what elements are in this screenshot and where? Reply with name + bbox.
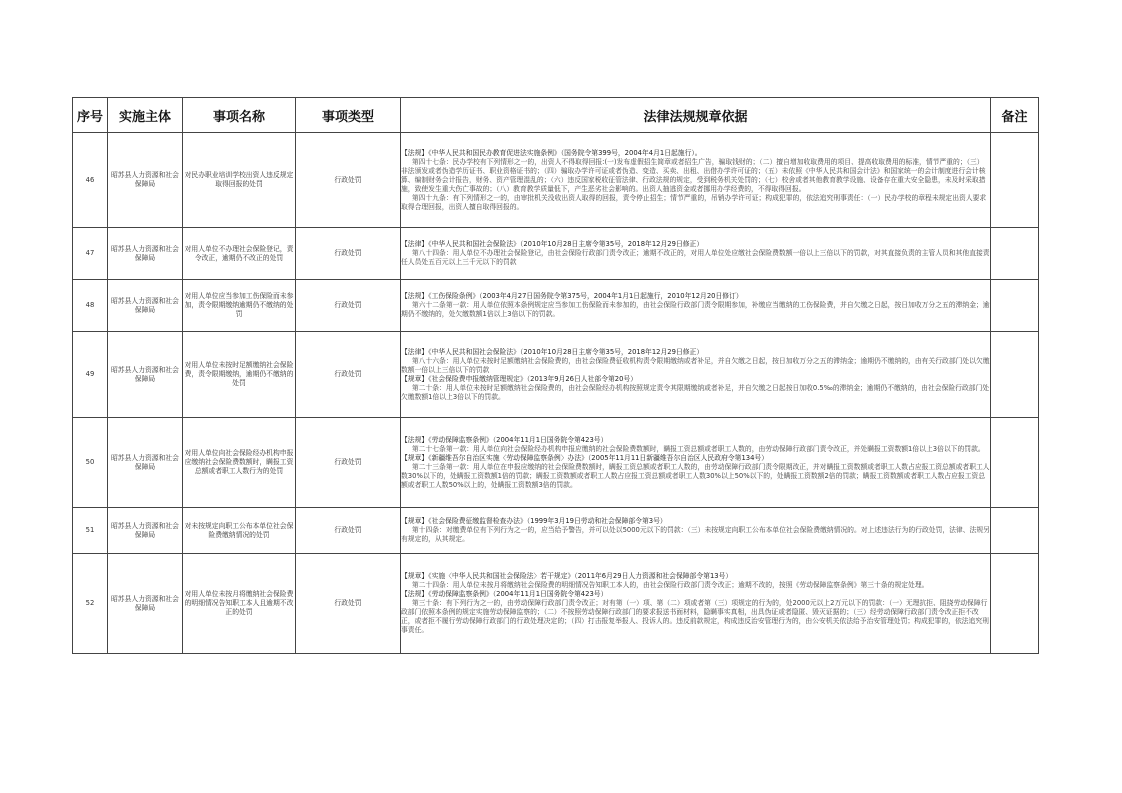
cell-item-name: 对未按规定向职工公布本单位社会保险费缴纳情况的处罚 <box>183 508 296 554</box>
cell-entity: 昭苏县人力资源和社会保障局 <box>108 554 183 654</box>
cell-legal-basis <box>401 332 991 418</box>
cell-seq: 50 <box>73 418 108 508</box>
cell-note <box>991 133 1039 228</box>
cell-legal-basis <box>401 228 991 280</box>
cell-legal-basis <box>401 418 991 508</box>
table-body <box>73 133 1039 654</box>
cell-item-name: 对用人单位未按月将缴纳社会保险费的明细情况告知职工本人且逾期不改正的处罚 <box>183 554 296 654</box>
cell-item-type: 行政处罚 <box>296 508 401 554</box>
cell-seq: 48 <box>73 280 108 332</box>
cell-item-type: 行政处罚 <box>296 418 401 508</box>
table-row <box>73 280 1039 332</box>
cell-item-name: 对用人单位未按时足额缴纳社会保险费，责令限期缴纳，逾期仍不缴纳的处罚 <box>183 332 296 418</box>
header-note: 备注 <box>991 98 1039 133</box>
basis-law-title: 【规章】《社会保险费申报缴纳管理规定》（2013年9月26日人社部令第20号） <box>401 374 638 383</box>
basis-clause-text: 第八十六条：用人单位未按时足额缴纳社会保险费的，由社会保险费征收机构责令限期缴纳或者补足，并自欠缴之日起，按日加收万分之五的滞纳金；逾期仍不缴纳的，由有关行政部门处以欠缴数额一倍以上三倍以下的罚款 <box>401 356 990 374</box>
table-header-row <box>73 98 1039 133</box>
table-row <box>73 554 1039 654</box>
cell-item-type: 行政处罚 <box>296 228 401 280</box>
basis-clause-text: 第十四条：对缴费单位有下列行为之一的，应当给予警告，并可以处以5000元以下的罚款：（三）未按规定向职工公布本单位社会保险费缴纳情况的。对上述违法行为的行政处罚，法律、法规另有规定的，从其规定。 <box>401 526 990 543</box>
basis-clause-text: 第二十条：用人单位未按时足额缴纳社会保险费的，由社会保险经办机构按照规定责令其限期缴纳或者补足，并自欠缴之日起按日加收0.5‰的滞纳金；逾期仍不缴纳的，由社会保险行政部门处欠缴数额1倍以上3倍以下的罚款。 <box>401 383 990 401</box>
basis-law-title: 【规章】《新疆维吾尔自治区实施〈劳动保障监察条例〉办法》（2005年11月11日新疆维吾尔自治区人民政府令第134号） <box>401 453 769 462</box>
basis-clause-text: 第二十七条第一款：用人单位向社会保险经办机构申报应缴纳的社会保险费数额时，瞒报工资总额或者职工人数的，由劳动保障行政部门责令改正，并处瞒报工资数额1倍以上3倍以下的罚款。 <box>411 444 985 453</box>
cell-item-type: 行政处罚 <box>296 280 401 332</box>
cell-note <box>991 280 1039 332</box>
cell-item-name: 对用人单位向社会保险经办机构申报应缴纳社会保险费数额时，瞒报工资总额或者职工人数行为的处罚 <box>183 418 296 508</box>
cell-note <box>991 228 1039 280</box>
table-row <box>73 508 1039 554</box>
header-item-type: 事项类型 <box>296 98 401 133</box>
basis-law-title: 【规章】《实施〈中华人民共和国社会保险法〉若干规定》（2011年6月29日人力资源和社会保障部令第13号） <box>401 572 733 580</box>
cell-entity: 昭苏县人力资源和社会保障局 <box>108 508 183 554</box>
cell-entity: 昭苏县人力资源和社会保障局 <box>108 418 183 508</box>
cell-entity: 昭苏县人力资源和社会保障局 <box>108 133 183 228</box>
cell-entity: 昭苏县人力资源和社会保障局 <box>108 228 183 280</box>
basis-law-title: 【法规】《劳动保障监察条例》（2004年11月1日国务院令第423号） <box>401 435 608 444</box>
regulation-table <box>72 97 1039 654</box>
basis-law-title: 【法规】《劳动保障监察条例》（2004年11月1日国务院令第423号） <box>401 590 608 598</box>
table-row <box>73 418 1039 508</box>
table-row <box>73 133 1039 228</box>
header-legal-basis: 法律法规规章依据 <box>401 98 991 133</box>
cell-seq: 46 <box>73 133 108 228</box>
cell-legal-basis <box>401 554 991 654</box>
cell-legal-basis <box>401 280 991 332</box>
cell-item-type: 行政处罚 <box>296 332 401 418</box>
basis-law-title: 【法律】《中华人民共和国社会保险法》（2010年10月28日主席令第35号，2018年12月29日修正） <box>401 347 704 356</box>
cell-item-name: 对用人单位不办理社会保险登记，责令改正，逾期仍不改正的处罚 <box>183 228 296 280</box>
cell-item-name: 对用人单位应当参加工伤保险而未参加，责令限期缴纳逾期仍不缴纳的处罚 <box>183 280 296 332</box>
cell-entity: 昭苏县人力资源和社会保障局 <box>108 332 183 418</box>
basis-clause-text: 第八十四条：用人单位不办理社会保险登记，由社会保险行政部门责令改正；逾期不改正的，对用人单位处应缴社会保险费数额一倍以上三倍以下的罚款，对其直接负责的主管人员和其他直接责任人员处五百元以上三千元以下的罚款 <box>401 249 990 266</box>
cell-legal-basis <box>401 133 991 228</box>
cell-seq: 47 <box>73 228 108 280</box>
basis-law-title: 【规章】《社会保险费征缴监督检查办法》（1999年3月19日劳动和社会保障部令第3号） <box>401 517 667 525</box>
cell-entity: 昭苏县人力资源和社会保障局 <box>108 280 183 332</box>
basis-clause-text: 第三十条：有下列行为之一的，由劳动保障行政部门责令改正；对有第（一）项、第（二）项或者第（三）项规定的行为的，处2000元以上2万元以下的罚款：（一）无理抗拒、阻挠劳动保障行政部门依照本条例的规定实施劳动保障监察的；（二）不按照劳动保障行政部门的要求报送书面材料，隐瞒事实真相，出具伪证或者隐匿、毁灭证据的；（三）经劳动保障行政部门责令改正拒不改正，或者拒不履行劳动保障行政部门的行政处理决定的；（四）打击报复举报人、投诉人的。违反前款规定，构成违反治安管理行为的，由公安机关依法给予治安管理处罚；构成犯罪的，依法追究刑事责任。 <box>401 599 989 634</box>
table-row <box>73 228 1039 280</box>
cell-item-type: 行政处罚 <box>296 133 401 228</box>
header-entity: 实施主体 <box>108 98 183 133</box>
basis-clause-text: 第二十三条第一款：用人单位在申报应缴纳的社会保险费数额时，瞒报工资总额或者职工人数的，由劳动保障行政部门责令限期改正，并对瞒报工资数额或者职工人数占应报工资总额或者职工人数30%以下的，处瞒报工资数额1倍的罚款；瞒报工资数额或者职工人数占应报工资总额或者职工人数30%以上50%以下的，处瞒报工资数额2倍的罚款；瞒报工资数额或者职工人数占应报工资总额或者职工人数50%以上的，处瞒报工资数额3倍的罚款。 <box>401 462 990 489</box>
cell-seq: 49 <box>73 332 108 418</box>
cell-item-type: 行政处罚 <box>296 554 401 654</box>
cell-seq: 51 <box>73 508 108 554</box>
basis-clause-text: 第四十七条：民办学校有下列情形之一的，出资人不得取得回报:(一)发布虚假招生简章或者招生广告，骗取钱财的；（二）擅自增加收取费用的项目、提高收取费用的标准，情节严重的；（三）非法颁发或者伪造学历证书、职业资格证书的；（四）骗取办学许可证或者伪造、变造、买卖、出租、出借办学许可证的；（五）未依照《中华人民共和国会计法》和国家统一的会计制度进行会计核算、编制财务会计报告，财务、资产管理混乱的；（六）违反国家税收征管法律、行政法规的规定，受到税务机关处罚的；（七）校舍或者其他教育教学设施、设备存在重大安全隐患，未及时采取措施，致使发生重大伤亡事故的；（八）教育教学质量低下，产生恶劣社会影响的。出资人抽逃资金或者挪用办学经费的，不得取得回报。 <box>401 157 986 193</box>
basis-law-title: 【法规】《中华人民共和国民办教育促进法实施条例》（国务院令第399号，2004年4月1日起施行）。 <box>401 148 702 157</box>
basis-clause-text: 第六十二条第一款：用人单位依照本条例规定应当参加工伤保险而未参加的，由社会保险行政部门责令限期参加，补缴应当缴纳的工伤保险费，并自欠缴之日起，按日加收万分之五的滞纳金；逾期仍不缴纳的，处欠缴数额1倍以上3倍以下的罚款。 <box>401 301 990 318</box>
cell-note <box>991 418 1039 508</box>
table-row <box>73 332 1039 418</box>
header-seq: 序号 <box>73 98 108 133</box>
cell-legal-basis <box>401 508 991 554</box>
cell-note <box>991 554 1039 654</box>
basis-law-title: 【法律】《中华人民共和国社会保险法》（2010年10月28日主席令第35号，2018年12月29日修正） <box>401 240 704 248</box>
header-item-name: 事项名称 <box>183 98 296 133</box>
basis-law-title: 【法规】《工伤保险条例》（2003年4月27日国务院令第375号，2004年1月1日起施行，2010年12月20日修订） <box>401 292 743 300</box>
basis-clause-text: 第四十九条：有下列情形之一的，由审批机关没收出资人取得的回报，责令停止招生；情节严重的，吊销办学许可证；构成犯罪的，依法追究刑事责任：（一）民办学校的章程未规定出资人要求取得合理回报，出资人擅自取得回报的。 <box>401 193 987 211</box>
basis-clause-text: 第二十四条：用人单位未按月将缴纳社会保险费的明细情况告知职工本人的，由社会保险行政部门责令改正；逾期不改的，按照《劳动保障监察条例》第三十条的规定处理。 <box>411 581 929 589</box>
cell-item-name: 对民办职业培训学校出资人违反规定取得回报的处罚 <box>183 133 296 228</box>
cell-seq: 52 <box>73 554 108 654</box>
cell-note <box>991 508 1039 554</box>
cell-note <box>991 332 1039 418</box>
